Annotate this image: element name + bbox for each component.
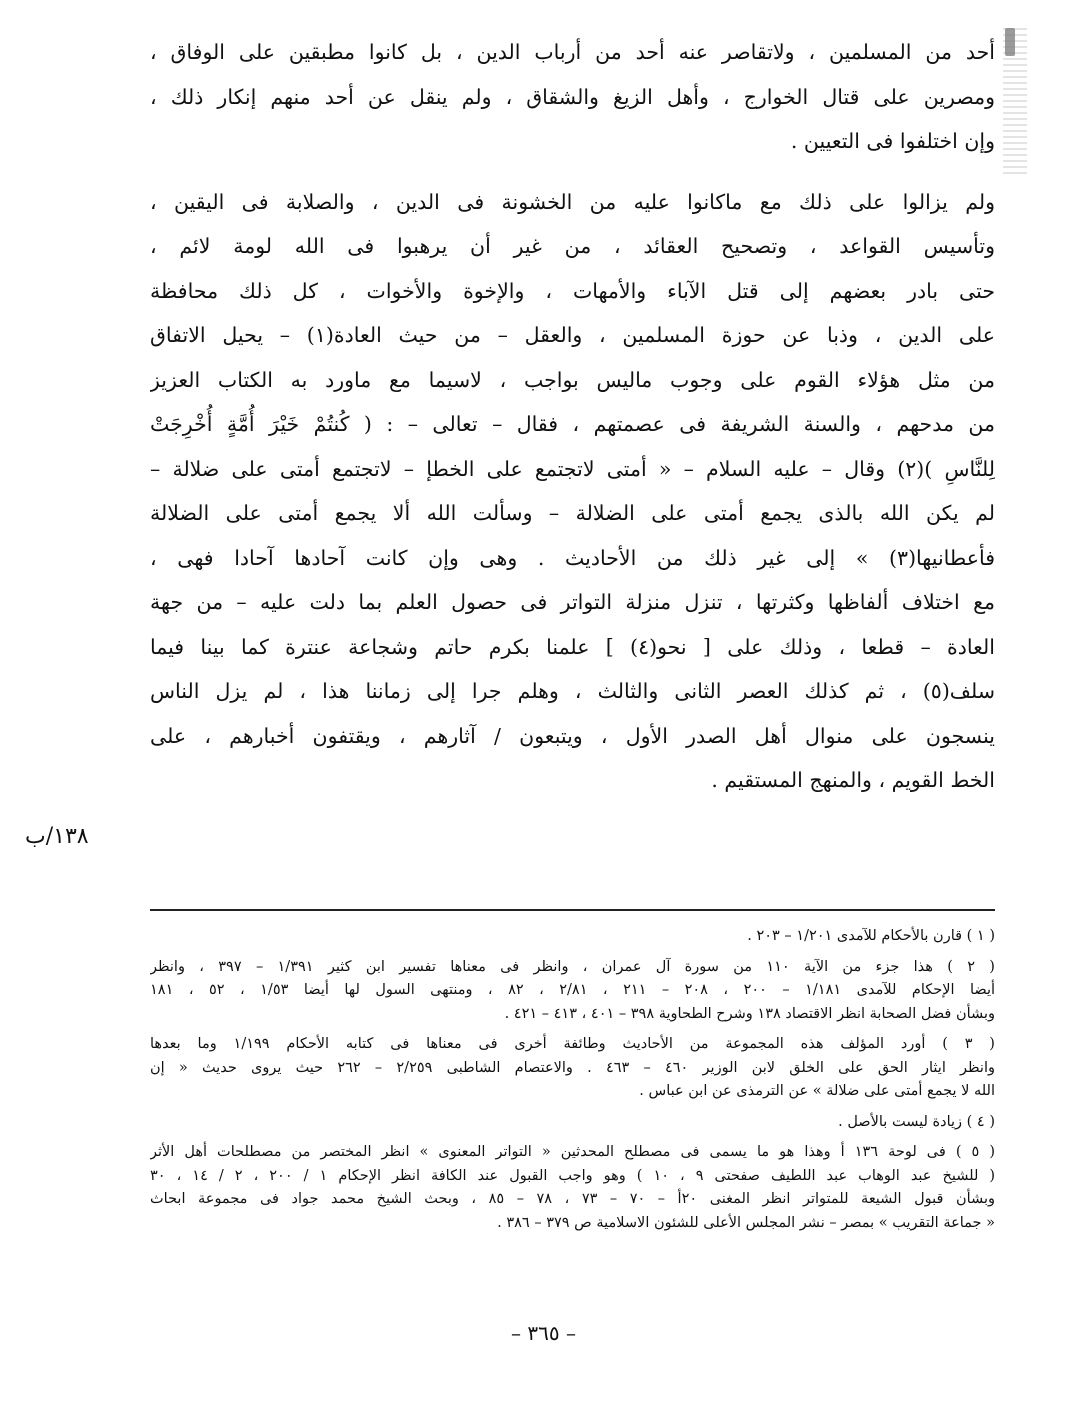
footnotes xyxy=(150,925,995,1235)
text-line: ( للشيخ عبد الوهاب عبد اللطيف صفحتى ٩ ، ١٠ ) وهو واجب القبول عند الكافة انظر الإحكام ١ / ٢٠٠ ، ٢ / ١٤ ، ٣٠ xyxy=(150,1167,995,1184)
text-line: الخط القويم ، والمنهج المستقيم . xyxy=(711,768,995,792)
text-line: مع اختلاف ألفاظها وكثرتها ، تنزل منزلة التواتر فى حصول العلم بما دلت عليه – من جهة xyxy=(150,590,995,614)
text-line: وبشأن فضل الصحابة انظر الاقتصاد ١٣٨ وشرح الطحاوية ٣٩٨ – ٤٠١ ، ٤١٣ – ٤٢١ . xyxy=(504,1005,995,1022)
paragraph-1 xyxy=(150,30,995,164)
text-line: ولم يزالوا على ذلك مع ماكانوا عليه من الخشونة فى الدين ، والصلابة فى اليقين ، xyxy=(150,189,995,214)
text-line: وبشأن قبول الشيعة للمتواتر انظر المغنى ٢٠أ – ٧٠ – ٧٣ ، ٧٨ – ٨٥ ، وبحث الشيخ محمد جواد فى مجموعة ابحاث xyxy=(150,1191,995,1207)
text-line: « جماعة التقريب » بمصر – نشر المجلس الأعلى للشئون الاسلامية ص ٣٧٩ – ٣٨٦ . xyxy=(497,1214,995,1231)
footnote-gap xyxy=(150,1026,995,1033)
text-line: من مدحهم ، والسنة الشريفة فى عصمتهم ، فقال – تعالى – : ( كُنتُمْ خَيْرَ أُمَّةٍ أُخْرِجَتْ xyxy=(150,412,995,436)
manuscript-folio-marker: ١٣٨/ب xyxy=(25,824,89,849)
text-line: أحد من المسلمين ، ولاتقاصر عنه أحد من أرباب الدين ، بل كانوا مطبقين على الوفاق ، xyxy=(150,40,995,64)
text-line: ينسجون على منوال أهل الصدر الأول ، ويتبعون / آثارهم ، ويقتفون أخبارهم ، على xyxy=(150,723,995,748)
text-line: لِلنَّاسِ )(٢) وقال – عليه السلام – « أمتى لاتجتمع على الخطإ – لاتجتمع أمتى على ضلالة – xyxy=(150,456,995,481)
text-line: أيضا الإحكام للآمدى ١/١٨١ – ٢٠٠ ، ٢٠٨ – ٢١١ ، ٢/٨١ ، ٨٢ ، ومنتهى السول لها أيضا ١/٥٣ ، ٥٢ ، ١٨١ xyxy=(150,982,995,998)
text-line: وإن اختلفوا فى التعيين . xyxy=(790,129,995,153)
paragraph-2 xyxy=(150,180,995,803)
text-line: سلف(٥) ، ثم كذلك العصر الثانى والثالث ، وهلم جرا إلى زماننا هذا ، لم يزل الناس xyxy=(150,679,995,703)
text-line: فأعطانيها(٣) » إلى غير ذلك من الأحاديث . وهى وإن كانت آحادها آحادا فهى ، xyxy=(150,545,995,570)
text-line: على الدين ، وذبا عن حوزة المسلمين ، والعقل – من حيث العادة(١) – يحيل الاتفاق xyxy=(150,323,995,347)
footnote-separator xyxy=(150,909,995,911)
footnote-2 xyxy=(150,956,995,1027)
scan-edge-mark xyxy=(1003,28,1027,178)
footnote-gap xyxy=(150,949,995,956)
text-line: ( ٥ ) فى لوحة ١٣٦ أ وهذا هو ما يسمى فى مصطلح المحدثين « التواتر المعنوى » انظر المختصر من مصطلحات أهل الأثر xyxy=(150,1144,995,1160)
main-text xyxy=(150,30,995,803)
footnote-3 xyxy=(150,1033,995,1104)
text-line: العادة – قطعا ، وذلك على [ نحو(٤) ] علمنا بكرم حاتم وشجاعة عنترة كما بينا فيما xyxy=(150,634,995,659)
text-line: ( ٤ ) زيادة ليست بالأصل . xyxy=(838,1113,995,1130)
text-line: ( ١ ) قارن بالأحكام للآمدى ١/٢٠١ – ٢٠٣ . xyxy=(747,928,995,944)
paragraph-gap xyxy=(150,164,995,180)
text-line: ومصرين على قتال الخوارج ، وأهل الزيغ والشقاق ، ولم ينقل عن أحد منهم إنكار ذلك ، xyxy=(150,84,995,109)
page-number: – ٣٦٥ – xyxy=(511,1321,576,1345)
text-line: لم يكن الله بالذى يجمع أمتى على الضلالة – وسألت الله ألا يجمع أمتى على الضلالة xyxy=(150,501,995,525)
footnote-gap xyxy=(150,1134,995,1141)
text-line: الله لا يجمع أمتى على ضلالة » عن الترمذى عن ابن عباس . xyxy=(639,1083,995,1099)
text-line: حتى بادر بعضهم إلى قتل الآباء والأمهات ، والإخوة والأخوات ، كل ذلك محافظة xyxy=(150,278,995,303)
text-line: ( ٣ ) أورد المؤلف هذه المجموعة من الأحاديث وطائفة أخرى فى معناها فى كتابه الأحكام ١/١٩٩ وما بعدها xyxy=(150,1036,995,1052)
footnote-4 xyxy=(150,1111,995,1135)
footnote-1 xyxy=(150,925,995,949)
footnote-gap xyxy=(150,1104,995,1111)
footnote-5 xyxy=(150,1141,995,1235)
text-line: وانظر ايثار الحق على الخلق لابن الوزير ٤٦٠ – ٤٦٣ . والاعتصام الشاطبى ٢/٢٥٩ – ٢٦٢ حيث يروى حديث « إن xyxy=(150,1059,995,1076)
text-line: وتأسيس القواعد ، وتصحيح العقائد ، من غير أن يرهبوا فى الله لومة لائم ، xyxy=(150,234,995,258)
text-line: من مثل هؤلاء القوم على وجوب ماليس بواجب ، لاسيما مع ماورد به الكتاب العزيز xyxy=(150,367,995,392)
text-line: ( ٢ ) هذا جزء من الآية ١١٠ من سورة آل عمران ، وانظر فى معناها تفسير ابن كثير ١/٣٩١ – ٣٩٧ ، وانظر xyxy=(150,958,995,975)
